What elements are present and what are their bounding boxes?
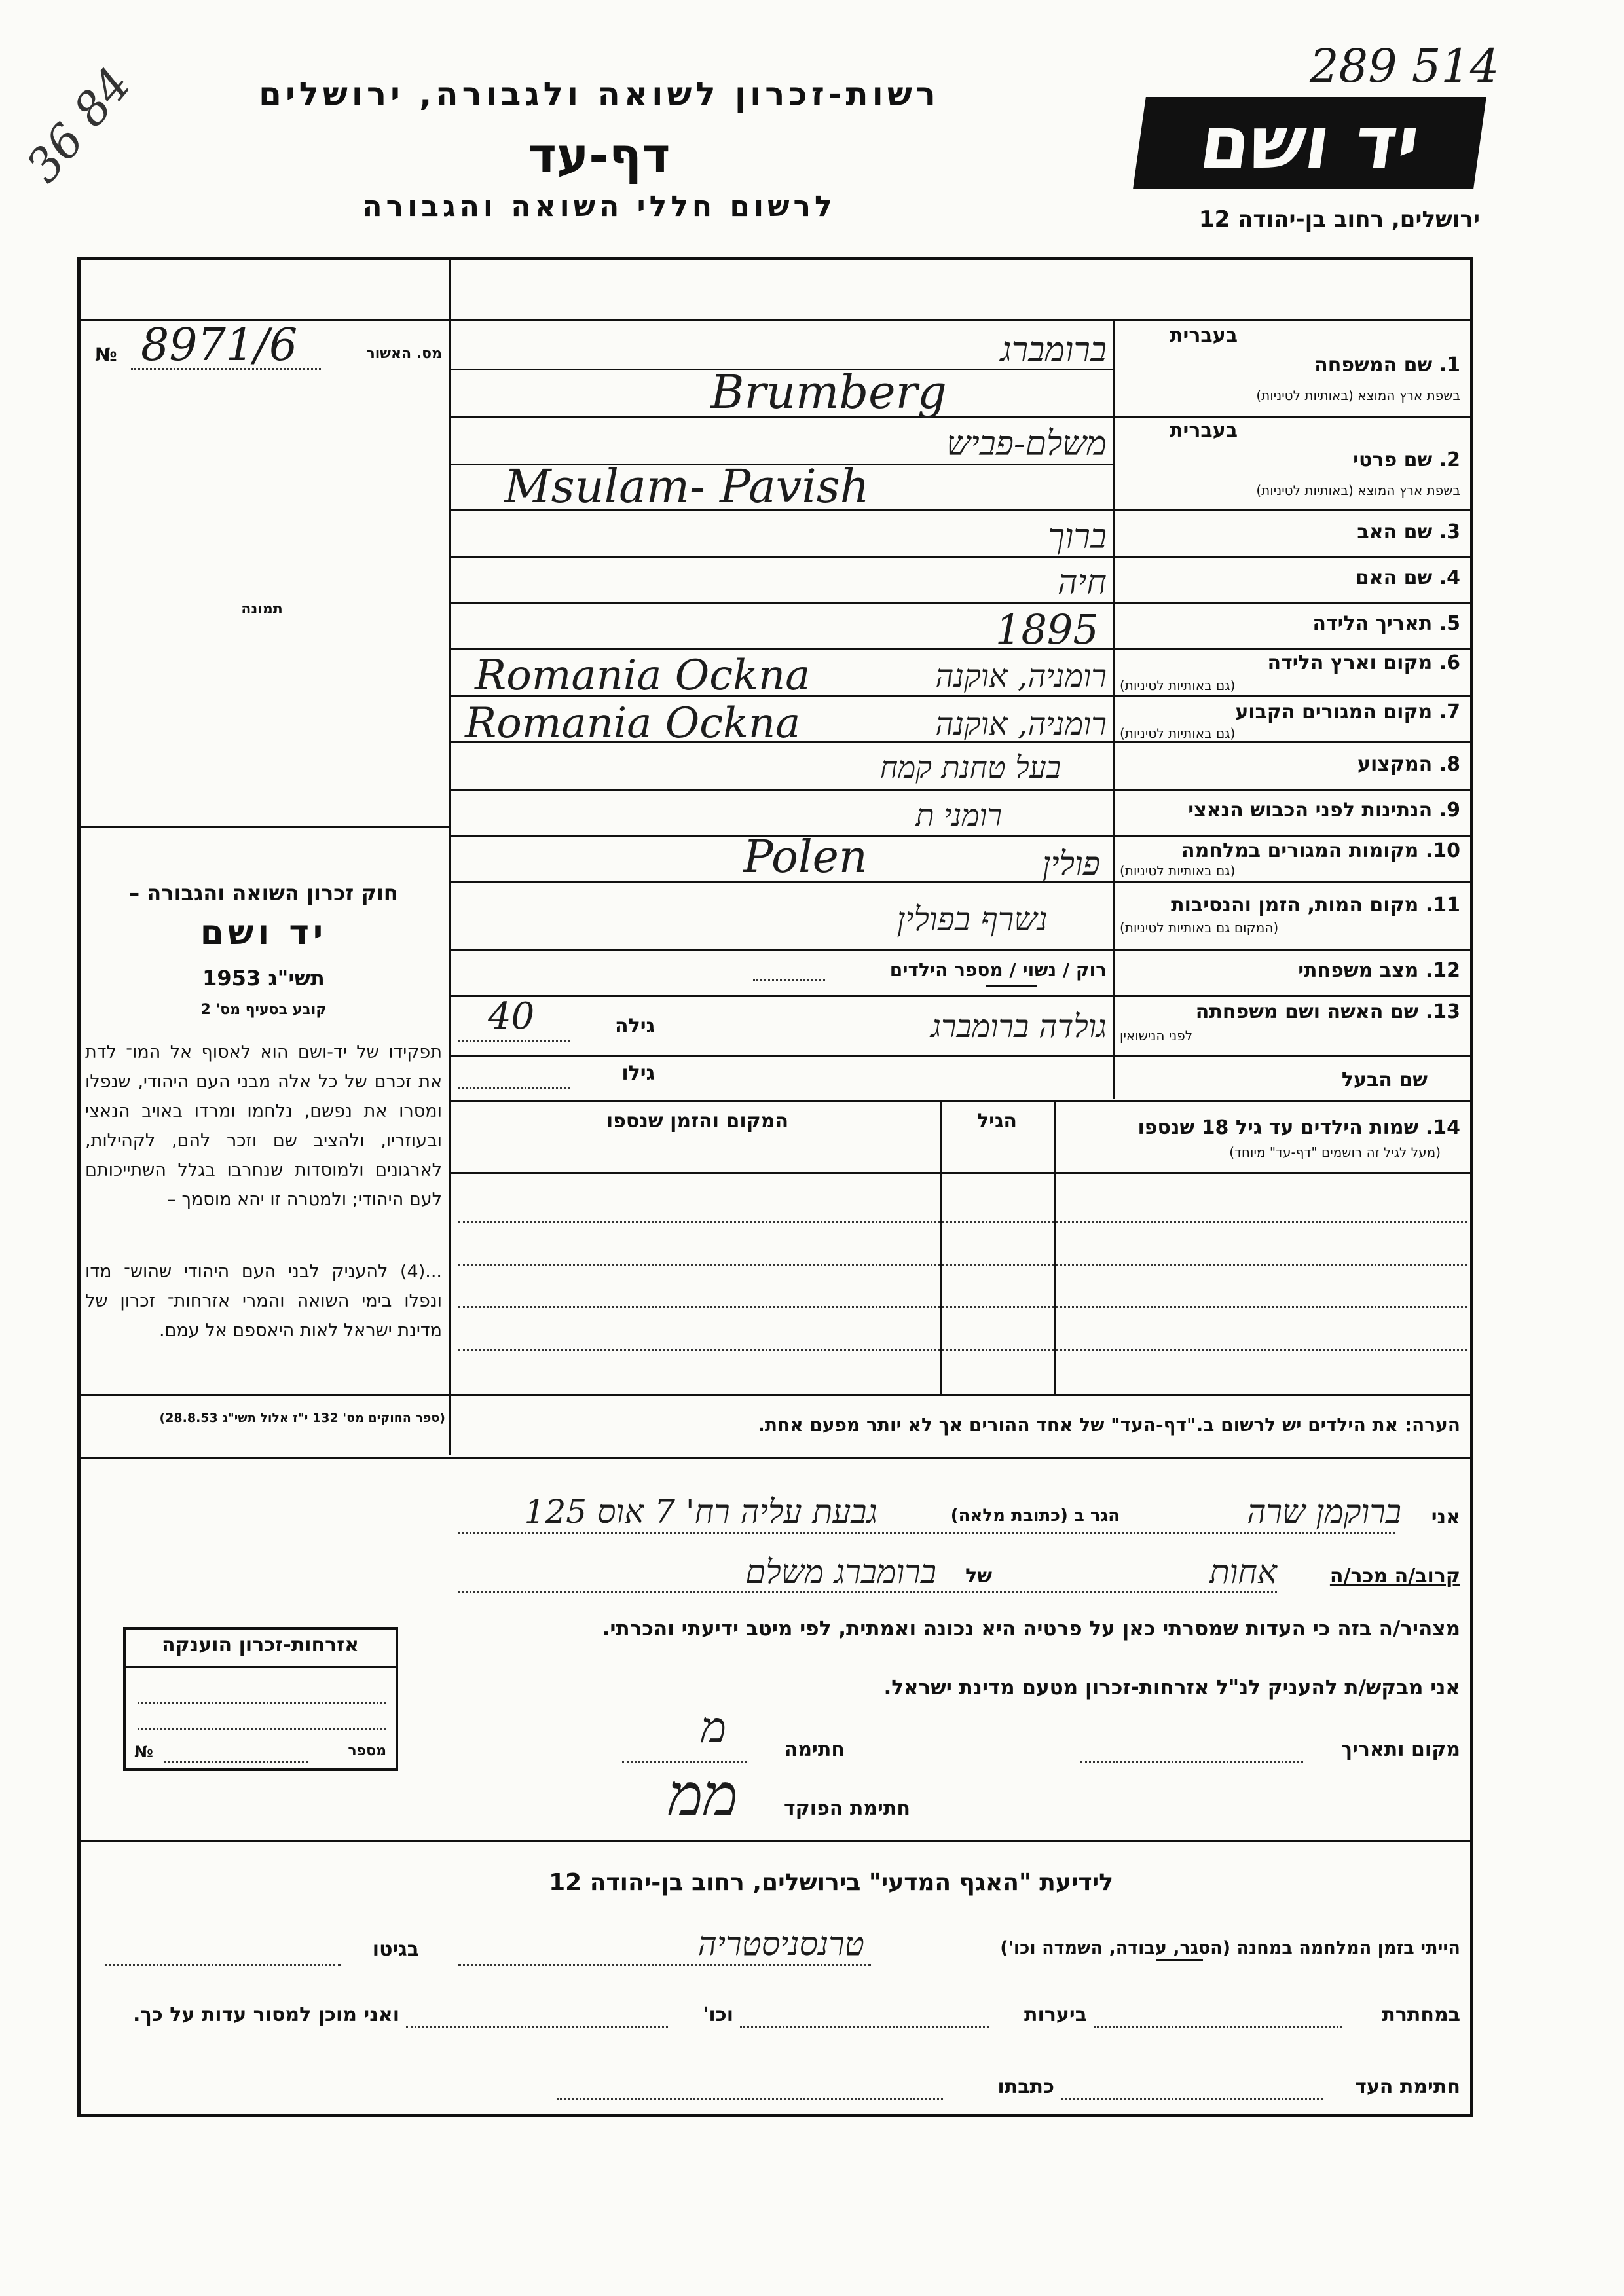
field-4-label [1120, 566, 1460, 589]
field-3-value: ברוך [1048, 517, 1107, 556]
field-7-hebrew: רומניה, אוקנה [935, 706, 1107, 742]
field-4-number: 4. [1439, 566, 1460, 589]
field-7-name: מקום המגורים הקבוע [1235, 701, 1433, 723]
reg-label: מס. האשור [366, 346, 442, 362]
forest-label: ביערות [1024, 2003, 1087, 2026]
field-10-number: 10. [1425, 839, 1460, 862]
children-col-age: הגיל [977, 1110, 1017, 1133]
field-7-latin: Romania Ockna [465, 699, 801, 748]
field-13-label [1120, 1000, 1460, 1023]
declaration-request: אני מבקש/ת להעניק לנ"ל אזרחות-זכרון מטעם מדינת ישראל. [883, 1676, 1460, 1700]
field-1-label [1120, 354, 1460, 376]
relation-label: קרוב/ה מכר/ה [1329, 1565, 1460, 1588]
relation-value: אחות [1209, 1553, 1277, 1591]
declaration-statement: מצהיר/ה בזה כי העדות שמסרתי כאן על פרטיה היא נכונה ואמתית, לפי מיטב ידיעתי והכרתי. [602, 1617, 1460, 1641]
signature-label: חתימה [784, 1738, 845, 1761]
field-1-lang: בעברית [1170, 324, 1238, 347]
field-10-hebrew: פולין [1042, 845, 1100, 883]
field-13-sub: לפני הנישואין [1120, 1028, 1193, 1044]
field-12-label [1120, 959, 1460, 982]
reg-number-prefix: № [95, 344, 117, 365]
field-2-name: שם פרטי [1353, 448, 1433, 471]
photo-label: תמונה [241, 601, 283, 617]
field-7-label [1120, 701, 1460, 723]
field-9-name: הנתינות לפני הכבוש הנאצי [1188, 799, 1433, 822]
field-2-hebrew: משלם-פביש [946, 424, 1107, 464]
field-13-age: 40 [488, 995, 535, 1038]
field-3-number: 3. [1439, 520, 1460, 543]
field-1-sub: בשפת ארץ המוצא (באותיות לטיניות) [1256, 388, 1460, 403]
ghetto-label: בגיטו [372, 1938, 419, 1961]
field-1-latin: Brumberg [710, 365, 947, 419]
archive-stamp-number: 289 514 [1310, 39, 1500, 93]
field-12-options: רוק / נשוי / מספר הילדים [889, 959, 1107, 981]
field-6-sub: (גם באותיות לטיניות) [1120, 678, 1236, 693]
logo-address: ירושלים, רחוב בן-יהודה 12 [1198, 206, 1480, 232]
children-note: הערה: את הילדים יש לרשום ב."דף-העד" של אחד ההורים אך לא יותר מפעם אחת. [758, 1414, 1460, 1436]
yad-vashem-logo: יד ושם [1133, 97, 1486, 189]
field-11-value: נשרף בפולין [896, 900, 1048, 938]
declaration-ani: אני [1431, 1506, 1460, 1529]
field-1-name: שם המשפחה [1314, 354, 1433, 376]
field-11-name: מקום המות, הזמן והנסיבות [1171, 894, 1419, 917]
children-sub: (מעל לגיל זה רושמים "דף-עד" מיוחד) [1229, 1144, 1441, 1160]
authority-name: רשות-זכרון לשואה ולגבורה, ירושלים [259, 75, 940, 113]
field-6-latin: Romania Ockna [475, 651, 811, 700]
field-9-value: רומני ת [915, 797, 1002, 833]
field-2-number: 2. [1439, 448, 1460, 471]
field-1-number: 1. [1439, 354, 1460, 376]
married-circle [986, 956, 1037, 987]
field-5-value: 1895 [995, 606, 1099, 653]
field-8-label [1120, 753, 1460, 776]
law-reference: (ספר החוקים מס' 132 י"ז אלול תשי"ג 28.8.53) [159, 1411, 445, 1425]
husband-label: שם הבעל [1341, 1068, 1428, 1091]
field-7-sub: (גם באותיות לטיניות) [1120, 725, 1236, 741]
law-year: תשי"ג 1953 [202, 966, 325, 991]
citizenship-number-label: מספר [348, 1743, 386, 1759]
law-text-1: תפקידו של יד-ושם הוא לאסוף אל המו־ לדת את זכרם של כל אלה מבני העם היהודי, שנפלו ומסרו את נפשם, נלחמו ומרדו באויב הנאצי ובעוזריו, ולהציב שם וזכר להם, לקהילות, לארגונים ולמוסדות שנחרבו בגלל השתייכותם לעם היהודי; ולמטרה זו יהא מוסמך – [85, 1042, 442, 1210]
testimony-label: ואני מוכן למסור עדות על כך. [133, 2003, 399, 2026]
law-text-2: ...(4) להעניק לבני העם היהודי שהוש־ מדו ונפלו בימי השואה והמרי אזרחות־ זכרון של מדינת ישראל לאות היאספם אל עמם. [85, 1262, 442, 1341]
field-8-name: המקצוע [1357, 753, 1433, 776]
field-11-number: 11. [1425, 894, 1460, 917]
field-9-number: 9. [1439, 799, 1460, 822]
camp-label: הייתי בזמן המלחמה במחנה (הסגר, עבודה, השמדה וכו') [1000, 1938, 1460, 1958]
relation-of-label: של [965, 1565, 992, 1588]
field-10-latin: Polen [743, 831, 868, 883]
field-5-name: תאריך הלידה [1312, 612, 1433, 635]
field-13-name: שם האשה ושם משפחתה [1195, 1000, 1419, 1023]
field-5-label [1120, 612, 1460, 635]
law-name: יד ושם [200, 913, 327, 953]
form-title: דף-עד [528, 128, 671, 184]
etc-label: וכו' [703, 2003, 733, 2026]
field-2-label [1120, 448, 1460, 471]
declarant-signature: מ [701, 1702, 727, 1753]
camp-value: טרנסניסטריה [697, 1925, 864, 1963]
field-10-sub: (גם באותיות לטיניות) [1120, 863, 1236, 879]
children-col-place: המקום והזמן שנספו [606, 1110, 789, 1133]
field-12-number: 12. [1425, 959, 1460, 982]
field-6-name: מקום וארץ הלידה [1267, 651, 1433, 674]
field-1-hebrew: ברומברג [1000, 331, 1107, 370]
field-13-age-label: גילה [615, 1015, 655, 1038]
field-8-value: בעל טחנת קמח [879, 750, 1061, 785]
declarant-address: גבעת עליה רח' 7 אוס 125 [524, 1493, 877, 1531]
reg-number: 8971/6 [141, 319, 298, 371]
declarant-name: ברוקמן שרה [1247, 1493, 1401, 1531]
place-date-label: מקום ותאריך [1340, 1738, 1460, 1761]
field-11-sub: (המקום גם באותיות לטיניות) [1120, 920, 1279, 936]
field-2-lang: בעברית [1170, 419, 1238, 442]
bottom-title: לידיעת "האגף המדעי" בירושלים, רחוב בן-יהודה 12 [549, 1869, 1113, 1896]
field-4-value: חיה [1058, 563, 1107, 602]
declaration-resides-label: הגר ב (כתובת מלאה) [950, 1506, 1120, 1525]
field-13-number: 13. [1425, 1000, 1460, 1023]
field-6-label [1120, 651, 1460, 674]
field-12-name: מצב משפחתי [1298, 959, 1419, 982]
field-6-number: 6. [1439, 651, 1460, 674]
form-subtitle: לרשום חללי השואה והגבורה [362, 190, 836, 223]
field-7-number: 7. [1439, 701, 1460, 723]
hiding-label: במחתרת [1382, 2003, 1460, 2026]
citizenship-number-prefix: № [134, 1743, 153, 1761]
witness-signature-label: חתימת העד [1355, 2075, 1460, 2098]
field-2-sub: בשפת ארץ המוצא (באותיות לטיניות) [1256, 483, 1460, 498]
field-13-value: גולדה ברומברג [931, 1008, 1107, 1045]
field-10-label [1120, 839, 1460, 862]
officer-signature-label: חתימת הפוקד [784, 1797, 910, 1820]
husband-age-label: גילו [621, 1062, 655, 1085]
officer-signature: ממ [668, 1761, 738, 1830]
law-title: חוק זכרון השואה והגבורה – [129, 881, 398, 905]
field-8-number: 8. [1439, 753, 1460, 776]
field-9-label [1120, 799, 1460, 822]
field-5-number: 5. [1439, 612, 1460, 635]
corner-handwritten-number: 36 84 [16, 57, 142, 193]
citizenship-box-title: אזרחות-זכרון הוענקה [161, 1633, 360, 1656]
field-10-name: מקומות המגורים במלחמה [1181, 839, 1419, 862]
field-11-label [1120, 894, 1460, 917]
field-3-label [1120, 520, 1460, 543]
witness-address-label: כתבתו [997, 2075, 1054, 2098]
field-6-hebrew: רומניה, אוקנה [935, 658, 1107, 695]
relation-of-name: ברומברג משלם [745, 1553, 936, 1591]
children-number: 14. [1425, 1116, 1460, 1139]
children-title: שמות הילדים עד גיל 18 שנספו [1137, 1116, 1419, 1139]
children-label [1061, 1116, 1460, 1139]
field-4-name: שם האם [1355, 566, 1433, 589]
field-2-latin: Msulam- Pavish [504, 460, 870, 513]
field-3-name: שם האב [1357, 520, 1433, 543]
law-clause: קובע בסעיף מס' 2 [200, 1002, 327, 1018]
